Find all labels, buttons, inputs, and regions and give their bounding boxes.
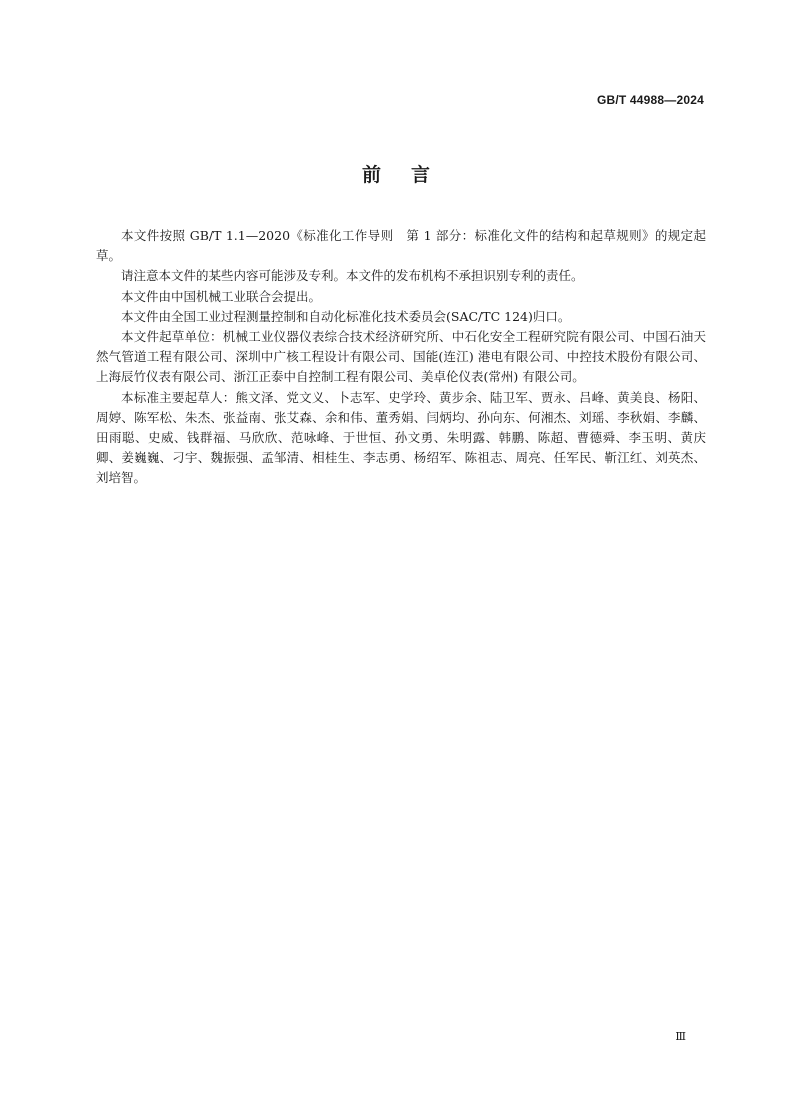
paragraph-drafting-units: 本文件起草单位：机械工业仪器仪表综合技术经济研究所、中石化安全工程研究院有限公司、中国石油天然气管道工程有限公司、深圳中广核工程设计有限公司、国能(连江) 港电有限公司、中控技术股份有限公司、上海辰竹仪表有限公司、浙江正泰中自控制工程有限公司、美卓伦仪表(常州) 有限公司。 [96, 329, 706, 385]
paragraph-drafters: 本标准主要起草人：熊文泽、党文义、卜志军、史学玲、黄步余、陆卫军、贾永、吕峰、黄美良、杨阳、周婷、陈军松、朱杰、张益南、张艾森、余和伟、董秀娟、闫炳均、孙向东、何湘杰、刘瑶、李秋娟、李麟、田雨聪、史威、钱群福、马欣欣、范咏峰、于世恒、孙文勇、朱明露、韩鹏、陈超、曹德舜、李玉明、黄庆卿、姜巍巍、刁宇、魏振强、孟邹清、相桂生、李志勇、杨绍军、陈祖志、周亮、任军民、靳江红、刘英杰、刘培智。 [96, 389, 706, 486]
paragraph-committee: 本文件由全国工业过程测量控制和自动化标准化技术委员会(SAC/TC 124)归口。 [121, 308, 571, 324]
page-title: 前言 [361, 164, 460, 186]
paragraph-drafting-rules: 本文件按照 GB/T 1.1—2020《标准化工作导则 第 1 部分：标准化文件的结构和起草规则》的规定起草。 [96, 228, 706, 264]
paragraph-proposer: 本文件由中国机械工业联合会提出。 [121, 288, 322, 304]
foreword-body [96, 226, 706, 489]
page-number: Ⅲ [675, 1030, 686, 1043]
paragraph-patent-notice: 请注意本文件的某些内容可能涉及专利。本文件的发布机构不承担识别专利的责任。 [121, 268, 584, 284]
standard-number: GB/T 44988—2024 [596, 93, 704, 107]
